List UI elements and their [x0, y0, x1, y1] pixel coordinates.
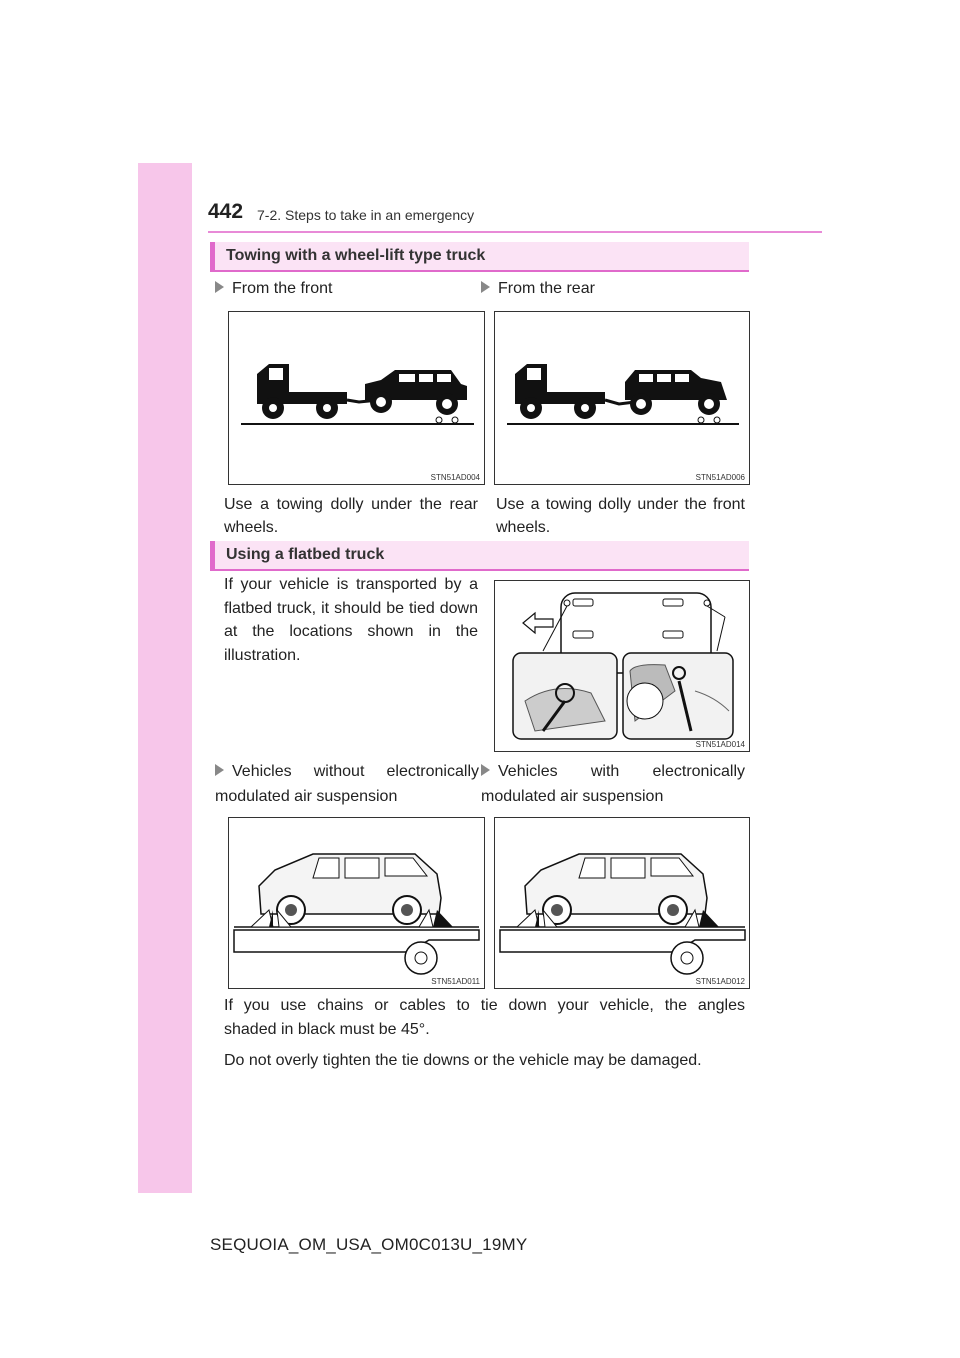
figure-code: STN51AD004	[430, 473, 480, 482]
figure-flatbed-without	[228, 817, 485, 989]
triangle-right-icon	[215, 764, 224, 776]
flatbed-illustration	[495, 818, 751, 990]
figure-flatbed-with	[494, 817, 750, 989]
flatbed-illustration	[229, 818, 486, 990]
header-divider	[208, 231, 822, 233]
margin-color-strip	[138, 163, 192, 1193]
figure-tow-from-front	[228, 311, 485, 485]
note-angles-line1: If you use chains or cables to tie down your vehicle, the angles	[224, 997, 745, 1014]
triangle-right-icon	[481, 281, 490, 293]
bullet-with-air-suspension: Vehicles with electronically modulated air suspension	[481, 763, 745, 805]
page-number: 442	[208, 200, 244, 223]
figure-code: STN51AD006	[695, 473, 745, 482]
figure-code: STN51AD011	[431, 977, 480, 986]
tow-truck-illustration	[495, 312, 751, 486]
bullet-without-air-suspension: Vehicles without electronically modulated air suspension	[215, 763, 479, 805]
caption-rear: Use a towing dolly under the front wheels.	[496, 496, 745, 536]
chapter-title: 7-2. Steps to take in an emergency	[257, 207, 475, 223]
bullet-from-front: From the front	[215, 275, 332, 302]
bullet-from-rear: From the rear	[481, 275, 595, 302]
section-heading-text: Using a flatbed truck	[226, 546, 385, 563]
figure-tow-from-rear	[494, 311, 750, 485]
caption-front: Use a towing dolly under the rear wheels.	[224, 496, 478, 536]
section-heading-text: Towing with a wheel-lift type truck	[226, 247, 486, 264]
triangle-right-icon	[215, 281, 224, 293]
note-angles-line2: shaded in black must be 45°.	[224, 1021, 430, 1038]
note-tighten: Do not overly tighten the tie downs or the vehicle may be damaged.	[224, 1052, 702, 1069]
flatbed-intro: If your vehicle is transported by a flatbed truck, it should be tied down at the locations shown in the illustration.	[224, 576, 478, 664]
figure-code: STN51AD012	[695, 977, 745, 986]
tiedown-illustration	[495, 581, 751, 753]
figure-code: STN51AD014	[695, 740, 745, 749]
tow-truck-illustration	[229, 312, 486, 486]
section-heading-wheel-lift	[210, 242, 749, 272]
figure-tiedown-locations	[494, 580, 750, 752]
footer-doc-id: SEQUOIA_OM_USA_OM0C013U_19MY	[210, 1235, 528, 1254]
section-heading-flatbed	[210, 541, 749, 571]
triangle-right-icon	[481, 764, 490, 776]
